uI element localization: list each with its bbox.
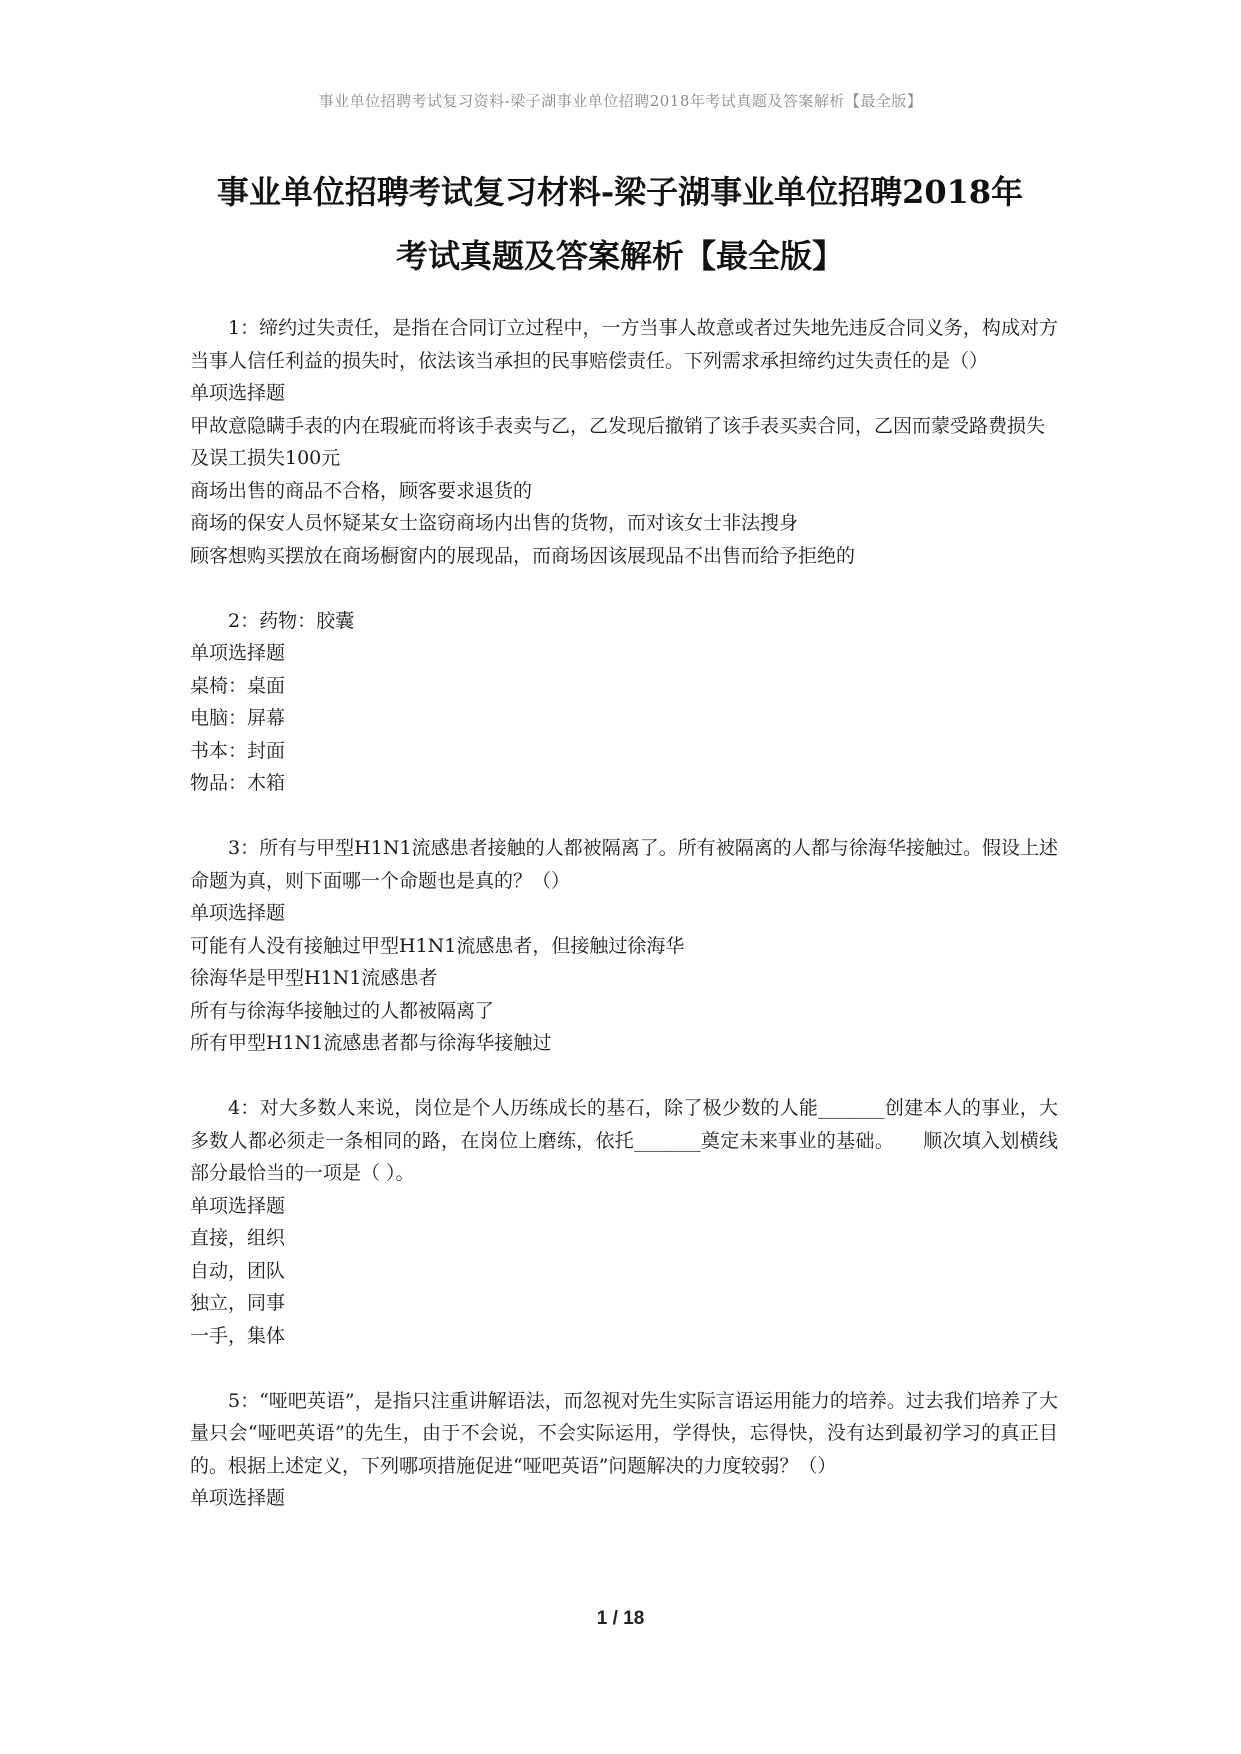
option: 商场的保安人员怀疑某女士盗窃商场内出售的货物，而对该女士非法搜身 — [190, 512, 799, 534]
document-body — [190, 312, 1058, 1547]
question-3 — [190, 832, 1058, 1060]
option: 独立，同事 — [190, 1292, 286, 1314]
document-title — [180, 160, 1060, 288]
option: 徐海华是甲型H1N1流感患者 — [190, 967, 438, 989]
question-1 — [190, 312, 1058, 572]
question-type: 单项选择题 — [190, 382, 286, 404]
question-stem: 4：对大多数人来说，岗位是个人历练成长的基石，除了极少数的人能_______创建本人的事业，大多数人都必须走一条相同的路，在岗位上磨练，依托_______奠定未来事业的基础。 顺次填入划横线部分最恰当的一项是（ ）。 — [190, 1097, 1058, 1184]
question-type: 单项选择题 — [190, 902, 286, 924]
running-header: 事业单位招聘考试复习资料-梁子湖事业单位招聘2018年考试真题及答案解析【最全版】 — [318, 92, 923, 110]
option: 商场出售的商品不合格，顾客要求退货的 — [190, 479, 533, 502]
question-2 — [190, 605, 1058, 800]
question-stem: 2：药物：胶囊 — [228, 609, 355, 632]
option: 甲故意隐瞒手表的内在瑕疵而将该手表卖与乙，乙发现后撤销了该手表买卖合同，乙因而蒙受路费损失及误工损失100元 — [190, 414, 1046, 469]
title-line-2: 考试真题及答案解析【最全版】 — [395, 237, 844, 275]
option: 顾客想购买摆放在商场橱窗内的展现品，而商场因该展现品不出售而给予拒绝的 — [190, 544, 856, 567]
question-type: 单项选择题 — [190, 642, 286, 664]
title-line-1: 事业单位招聘考试复习材料-梁子湖事业单位招聘2018年 — [216, 173, 1024, 211]
option: 自动，团队 — [190, 1259, 286, 1282]
page-indicator: 1 / 18 — [596, 1608, 645, 1629]
question-stem: 5：“哑吧英语”，是指只注重讲解语法，而忽视对先生实际言语运用能力的培养。过去我们培养了大量只会“哑吧英语”的先生，由于不会说，不会实际运用，学得快，忘得快，没有达到最初学习的真正目的。根据上述定义，下列哪项措施促进“哑吧英语”问题解决的力度较弱？（） — [190, 1389, 1058, 1477]
question-4 — [190, 1092, 1058, 1352]
option: 桌椅：桌面 — [190, 674, 286, 697]
option: 物品：木箱 — [190, 772, 286, 794]
question-stem: 1：缔约过失责任，是指在合同订立过程中，一方当事人故意或者过失地先违反合同义务，构成对方当事人信任利益的损失时，依法该当承担的民事赔偿责任。下列需求承担缔约过失责任的是（） — [190, 317, 1058, 372]
option: 电脑：屏幕 — [190, 707, 286, 729]
option: 直接，组织 — [190, 1227, 286, 1249]
question-5 — [190, 1385, 1058, 1515]
question-stem: 3：所有与甲型H1N1流感患者接触的人都被隔离了。所有被隔离的人都与徐海华接触过。假设上述命题为真，则下面哪一个命题也是真的？（） — [190, 837, 1058, 892]
option: 可能有人没有接触过甲型H1N1流感患者，但接触过徐海华 — [190, 934, 685, 957]
option: 所有与徐海华接触过的人都被隔离了 — [190, 999, 495, 1022]
option: 所有甲型H1N1流感患者都与徐海华接触过 — [190, 1032, 552, 1054]
question-type: 单项选择题 — [190, 1194, 286, 1217]
question-type: 单项选择题 — [190, 1487, 286, 1509]
option: 书本：封面 — [190, 739, 286, 762]
option: 一手，集体 — [190, 1324, 286, 1347]
